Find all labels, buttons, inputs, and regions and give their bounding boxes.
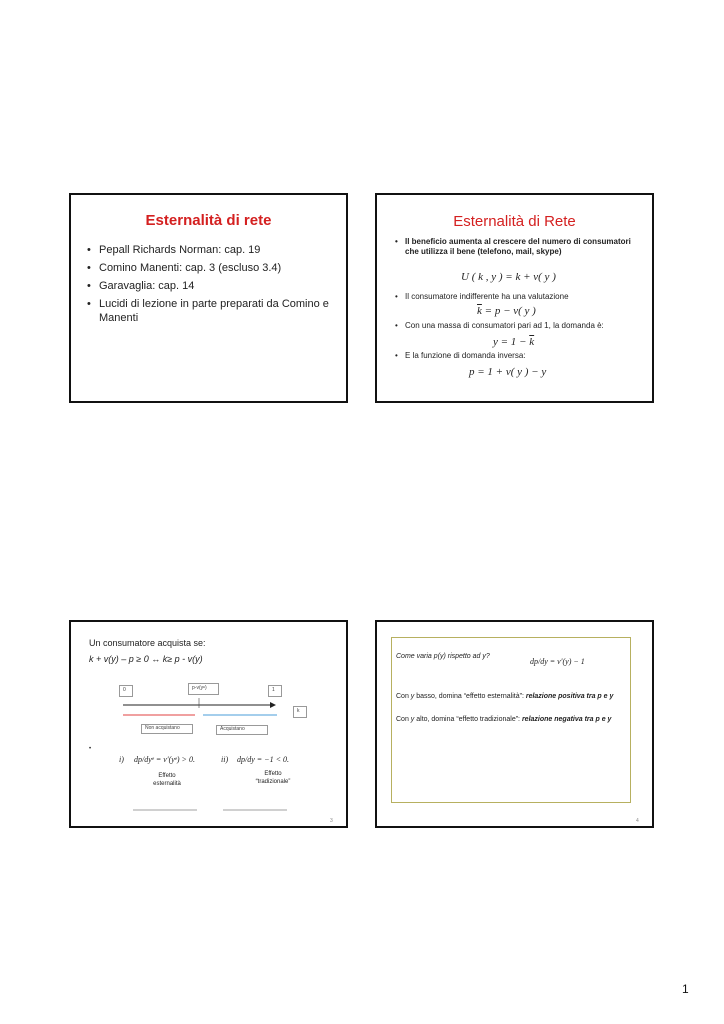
content-frame [391, 637, 631, 803]
page-number: 1 [682, 982, 689, 996]
slide-2-bullet-3: • Con una massa di consumatori pari ad 1, la domanda è: [395, 321, 635, 331]
slide-3 [69, 620, 348, 828]
slide-1-title: Esternalità di rete [145, 212, 272, 229]
equation-lhs: y = 1 − [493, 336, 530, 348]
y-var: y [410, 693, 415, 700]
slide-number: 4 [636, 818, 639, 824]
slide-2-bullet-2: • Il consumatore indifferente ha una valutazione [395, 292, 635, 302]
slide-1-bullet-list [87, 243, 337, 329]
equation-rest: = p − v( y ) [481, 305, 536, 317]
axis-label-zero: 0 [119, 685, 133, 697]
slide-number: 3 [330, 818, 333, 824]
slide-2-bullet-4: • E la funzione di domanda inversa: [395, 351, 635, 361]
axis-label-k: k [293, 706, 307, 718]
buyers-label: Acquistano [216, 725, 268, 735]
indifferent-consumer-equation [477, 305, 536, 317]
positive-relation: relazione positiva tra p e y [525, 693, 614, 700]
high-y-text [396, 715, 624, 725]
bullet-dot: • [89, 746, 92, 752]
threshold-label: p-v(yᵉ) [188, 683, 219, 695]
equation-ii-label: ii) [221, 755, 229, 764]
traditional-equation: dp/dy = −1 < 0. [237, 755, 289, 764]
externality-equation: dp/dyᵉ = v′(yᵉ) > 0. [134, 755, 195, 764]
low-y-text [396, 692, 624, 702]
equation-i-label: i) [119, 755, 124, 764]
slide-2-title: Esternalità di Rete [453, 213, 576, 230]
utility-equation: U ( k , y ) = k + v( y ) [461, 271, 556, 283]
consumer-line-diagram [71, 622, 348, 828]
text-prefix: Con [396, 693, 411, 700]
text-body: basso, domina “effetto esternalità”: [414, 693, 526, 700]
purchase-condition-intro: Un consumatore acquista se: [89, 638, 206, 648]
list-item: • Garavaglia: cap. 14 [87, 279, 337, 293]
k-bar: $\overline{k}$ [477, 305, 482, 317]
purchase-condition: k + v(y) – p ≥ 0 ↔ k≥ p - v(y) [89, 654, 203, 664]
axis-arrow-icon [270, 702, 276, 708]
externality-effect-caption: Effetto esternalità [153, 773, 181, 787]
axis-label-one: 1 [268, 685, 282, 697]
list-item: • Comino Manenti: cap. 3 (escluso 3.4) [87, 261, 337, 275]
list-item: • Pepall Richards Norman: cap. 19 [87, 243, 337, 257]
traditional-effect-caption: Effetto “tradizionale” [255, 771, 291, 785]
slide-1 [69, 193, 348, 403]
list-item: • Lucidi di lezione in parte preparati da Comino e Manenti [87, 297, 337, 325]
slide-4 [375, 620, 654, 828]
negative-relation: relazione negativa tra p e y [521, 716, 612, 723]
slide-2 [375, 193, 654, 403]
text-body: alto, domina “effetto tradizionale”: [414, 716, 522, 723]
non-buyers-label: Non acquistano [141, 724, 193, 734]
k-bar: $\overline{k}$ [529, 336, 535, 348]
inverse-demand-equation: p = 1 + v( y ) − y [469, 366, 547, 378]
question-text: Come varia p(y) rispetto ad y? [396, 653, 490, 660]
slide-2-bullet-1: • Il beneficio aumenta al crescere del numero di consumatori che utilizza il bene (telefono, mail, skype) [395, 237, 635, 257]
derivative-formula: dp/dy = v′(y) − 1 [530, 657, 585, 666]
y-var: y [410, 716, 415, 723]
text-prefix: Con [396, 716, 411, 723]
demand-equation [493, 336, 534, 348]
